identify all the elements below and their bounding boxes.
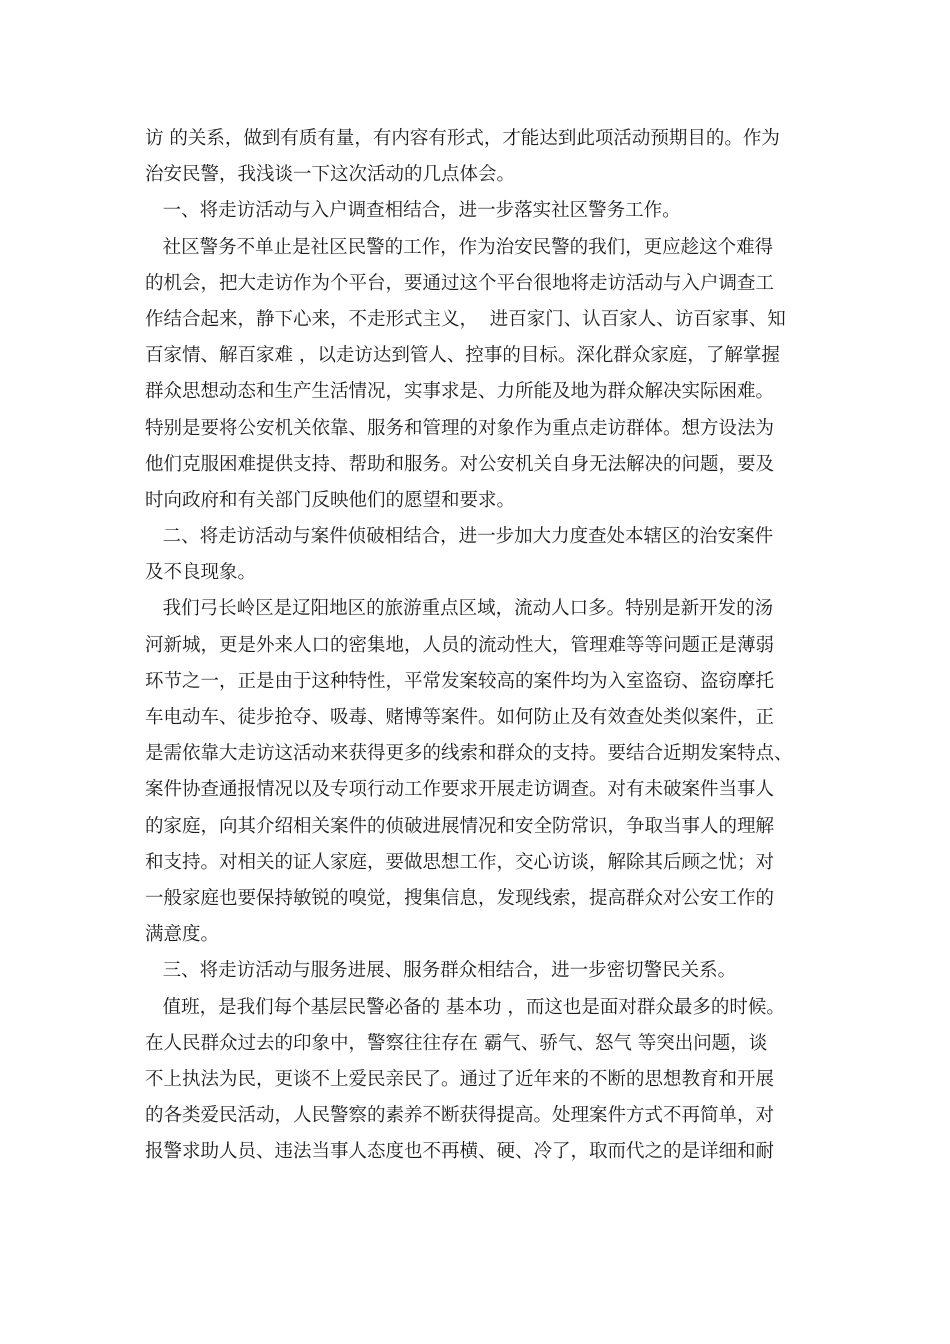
body-text xyxy=(145,121,815,1170)
text-line: 作结合起来，静下心来，不走形式主义， 进百家门、认百家人、访百家事、知 xyxy=(145,308,786,330)
text-line: 环节之一，正是由于这种特性，平常发案较高的案件均为入室盗窃、盗窃摩托 xyxy=(145,670,775,692)
text-line: 治安民警，我浅谈一下这次活动的几点体会。 xyxy=(145,164,516,186)
text-line: 车电动车、徒步抢夺、吸毒、赌博等案件。如何防止及有效查处类似案件，正 xyxy=(145,707,775,728)
text-line: 值班，是我们每个基层民警必备的 基本功 ，而这也是面对群众最多的时候。 xyxy=(145,996,785,1018)
text-line: 特别是要将公安机关依靠、服务和管理的对象作为重点走访群体。想方设法为 xyxy=(145,417,775,439)
section-heading-1: 一、将走访活动与入户调查相结合，进一步落实社区警务工作。 xyxy=(145,200,681,222)
text-line: 的各类爱民活动，人民警察的素养不断获得提高。处理案件方式不再简单，对 xyxy=(145,1105,775,1127)
text-line: 案件协查通报情况以及专项行动工作要求开展走访调查。对有未破案件当事人 xyxy=(145,779,775,801)
text-line: 一般家庭也要保持敏锐的嗅觉，搜集信息，发现线索，提高群众对公安工作的 xyxy=(145,887,775,909)
text-line: 是需依靠大走访这活动来获得更多的线索和群众的支持。要结合近期发案特点、 xyxy=(145,743,793,765)
text-line: 的家庭，向其介绍相关案件的侦破进展情况和安全防常识，争取当事人的理解 xyxy=(145,815,775,837)
text-line: 访 的关系，做到有质有量，有内容有形式，才能达到此项活动预期目的。作为 xyxy=(145,128,780,149)
text-line: 不上执法为民，更谈不上爱民亲民了。通过了近年来的不断的思想教育和开展 xyxy=(145,1068,775,1090)
text-line: 在人民群众过去的印象中，警察往往存在 霸气、骄气、怒气 等突出问题，谈 xyxy=(145,1032,768,1054)
text-line: 和支持。对相关的证人家庭，要做思想工作，交心访谈，解除其后顾之忧；对 xyxy=(145,851,775,873)
text-line: 时向政府和有关部门反映他们的愿望和要求。 xyxy=(145,489,516,511)
text-line: 我们弓长岭区是辽阳地区的旅游重点区域，流动人口多。特别是新开发的汤 xyxy=(145,598,774,620)
text-line: 他们克服困难提供支持、帮助和服务。对公安机关自身无法解决的问题，要及 xyxy=(145,453,775,475)
text-line: 报警求助人员、违法当事人态度也不再横、硬、冷了，取而代之的是详细和耐 xyxy=(145,1141,775,1163)
text-line: 及不良现象。 xyxy=(145,562,257,584)
text-line: 群众思想动态和生产生活情况，实事求是、力所能及地为群众解决实际困难。 xyxy=(145,381,775,403)
text-line: 河新城，更是外来人口的密集地，人员的流动性大，管理难等等问题正是薄弱 xyxy=(145,634,775,656)
section-heading-2: 二、将走访活动与案件侦破相结合，进一步加大力度查处本辖区的治安案件 xyxy=(145,526,774,548)
text-line: 社区警务不单止是社区民警的工作，作为治安民警的我们，更应趁这个难得 xyxy=(145,236,774,258)
text-line: 百家情、解百家难 ，以走访达到管人、控事的目标。深化群众家庭，了解掌握 xyxy=(145,345,780,367)
section-heading-3: 三、将走访活动与服务进展、服务群众相结合，进一步密切警民关系。 xyxy=(145,960,737,982)
text-line: 的机会，把大走访作为个平台，要通过这个平台很地将走访活动与入户调查工 xyxy=(145,272,775,294)
text-line: 满意度。 xyxy=(145,924,220,946)
